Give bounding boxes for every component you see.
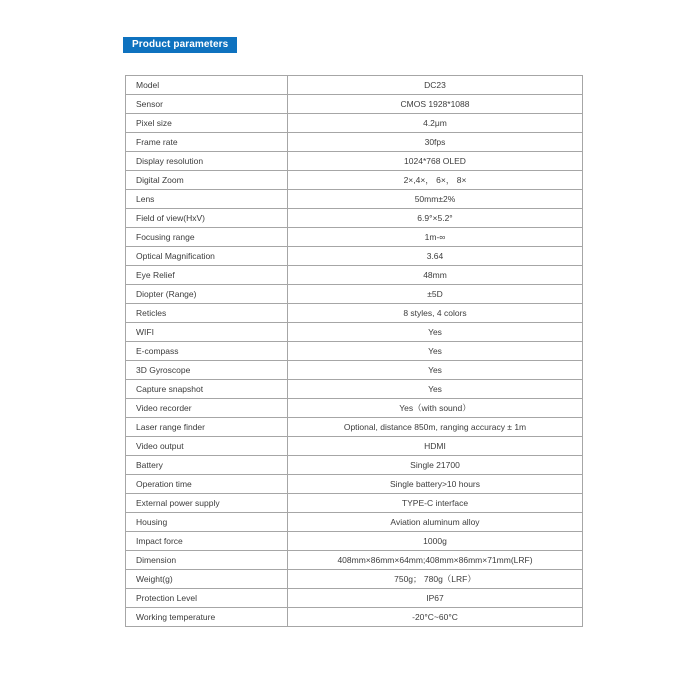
param-value: 8 styles, 4 colors [288, 304, 583, 323]
param-value: 1m-∞ [288, 228, 583, 247]
table-row [126, 247, 583, 266]
param-value: CMOS 1928*1088 [288, 95, 583, 114]
table-row [126, 95, 583, 114]
param-value: Yes [288, 361, 583, 380]
param-label: Lens [126, 190, 288, 209]
param-label: E-compass [126, 342, 288, 361]
table-row [126, 228, 583, 247]
param-value: Aviation aluminum alloy [288, 513, 583, 532]
param-label: External power supply [126, 494, 288, 513]
param-label: Digital Zoom [126, 171, 288, 190]
table-row [126, 323, 583, 342]
table-row [126, 551, 583, 570]
param-label: Frame rate [126, 133, 288, 152]
table-row [126, 608, 583, 627]
param-value: -20°C~60°C [288, 608, 583, 627]
param-value: 408mm×86mm×64mm;408mm×86mm×71mm(LRF) [288, 551, 583, 570]
param-label: Protection Level [126, 589, 288, 608]
param-value: Single 21700 [288, 456, 583, 475]
param-label: Video recorder [126, 399, 288, 418]
param-label: Capture snapshot [126, 380, 288, 399]
param-value: 4.2μm [288, 114, 583, 133]
param-label: Reticles [126, 304, 288, 323]
table-row [126, 456, 583, 475]
param-value: 2×,4×， 6×， 8× [288, 171, 583, 190]
param-value: IP67 [288, 589, 583, 608]
param-value: Yes（with sound） [288, 399, 583, 418]
table-row [126, 304, 583, 323]
table-row [126, 114, 583, 133]
param-value: Optional, distance 850m, ranging accuracy ± 1m [288, 418, 583, 437]
param-label: Field of view(HxV) [126, 209, 288, 228]
param-value: 48mm [288, 266, 583, 285]
param-label: Impact force [126, 532, 288, 551]
table-row [126, 494, 583, 513]
table-row [126, 342, 583, 361]
param-label: Dimension [126, 551, 288, 570]
param-label: Laser range finder [126, 418, 288, 437]
param-label: Video output [126, 437, 288, 456]
table-row [126, 209, 583, 228]
param-label: 3D Gyroscope [126, 361, 288, 380]
param-value: Single battery>10 hours [288, 475, 583, 494]
param-label: Working temperature [126, 608, 288, 627]
param-value: Yes [288, 342, 583, 361]
table-row [126, 532, 583, 551]
param-value: 6.9°×5.2° [288, 209, 583, 228]
table-row [126, 437, 583, 456]
table-row [126, 418, 583, 437]
table-row [126, 190, 583, 209]
param-label: Sensor [126, 95, 288, 114]
product-parameters-table [125, 75, 583, 627]
param-label: Pixel size [126, 114, 288, 133]
param-label: Battery [126, 456, 288, 475]
param-label: Housing [126, 513, 288, 532]
param-label: Operation time [126, 475, 288, 494]
param-value: 3.64 [288, 247, 583, 266]
param-label: Weight(g) [126, 570, 288, 589]
table-row [126, 475, 583, 494]
param-value: Yes [288, 323, 583, 342]
param-value: 30fps [288, 133, 583, 152]
table-row [126, 589, 583, 608]
param-value: TYPE-C interface [288, 494, 583, 513]
param-label: Focusing range [126, 228, 288, 247]
table-row [126, 380, 583, 399]
param-value: 750g； 780g（LRF） [288, 570, 583, 589]
table-row [126, 133, 583, 152]
table-row [126, 76, 583, 95]
table-row [126, 152, 583, 171]
table-row [126, 171, 583, 190]
param-label: Display resolution [126, 152, 288, 171]
table-row [126, 399, 583, 418]
section-title-badge: Product parameters [123, 37, 237, 53]
param-value: DC23 [288, 76, 583, 95]
param-label: Diopter (Range) [126, 285, 288, 304]
param-value: Yes [288, 380, 583, 399]
param-label: WIFI [126, 323, 288, 342]
param-label: Model [126, 76, 288, 95]
table-row [126, 513, 583, 532]
param-value: 1024*768 OLED [288, 152, 583, 171]
table-row [126, 570, 583, 589]
param-value: ±5D [288, 285, 583, 304]
table-row [126, 285, 583, 304]
param-label: Eye Relief [126, 266, 288, 285]
param-label: Optical Magnification [126, 247, 288, 266]
param-value: 50mm±2% [288, 190, 583, 209]
table-row [126, 361, 583, 380]
table-row [126, 266, 583, 285]
param-value: HDMI [288, 437, 583, 456]
param-value: 1000g [288, 532, 583, 551]
